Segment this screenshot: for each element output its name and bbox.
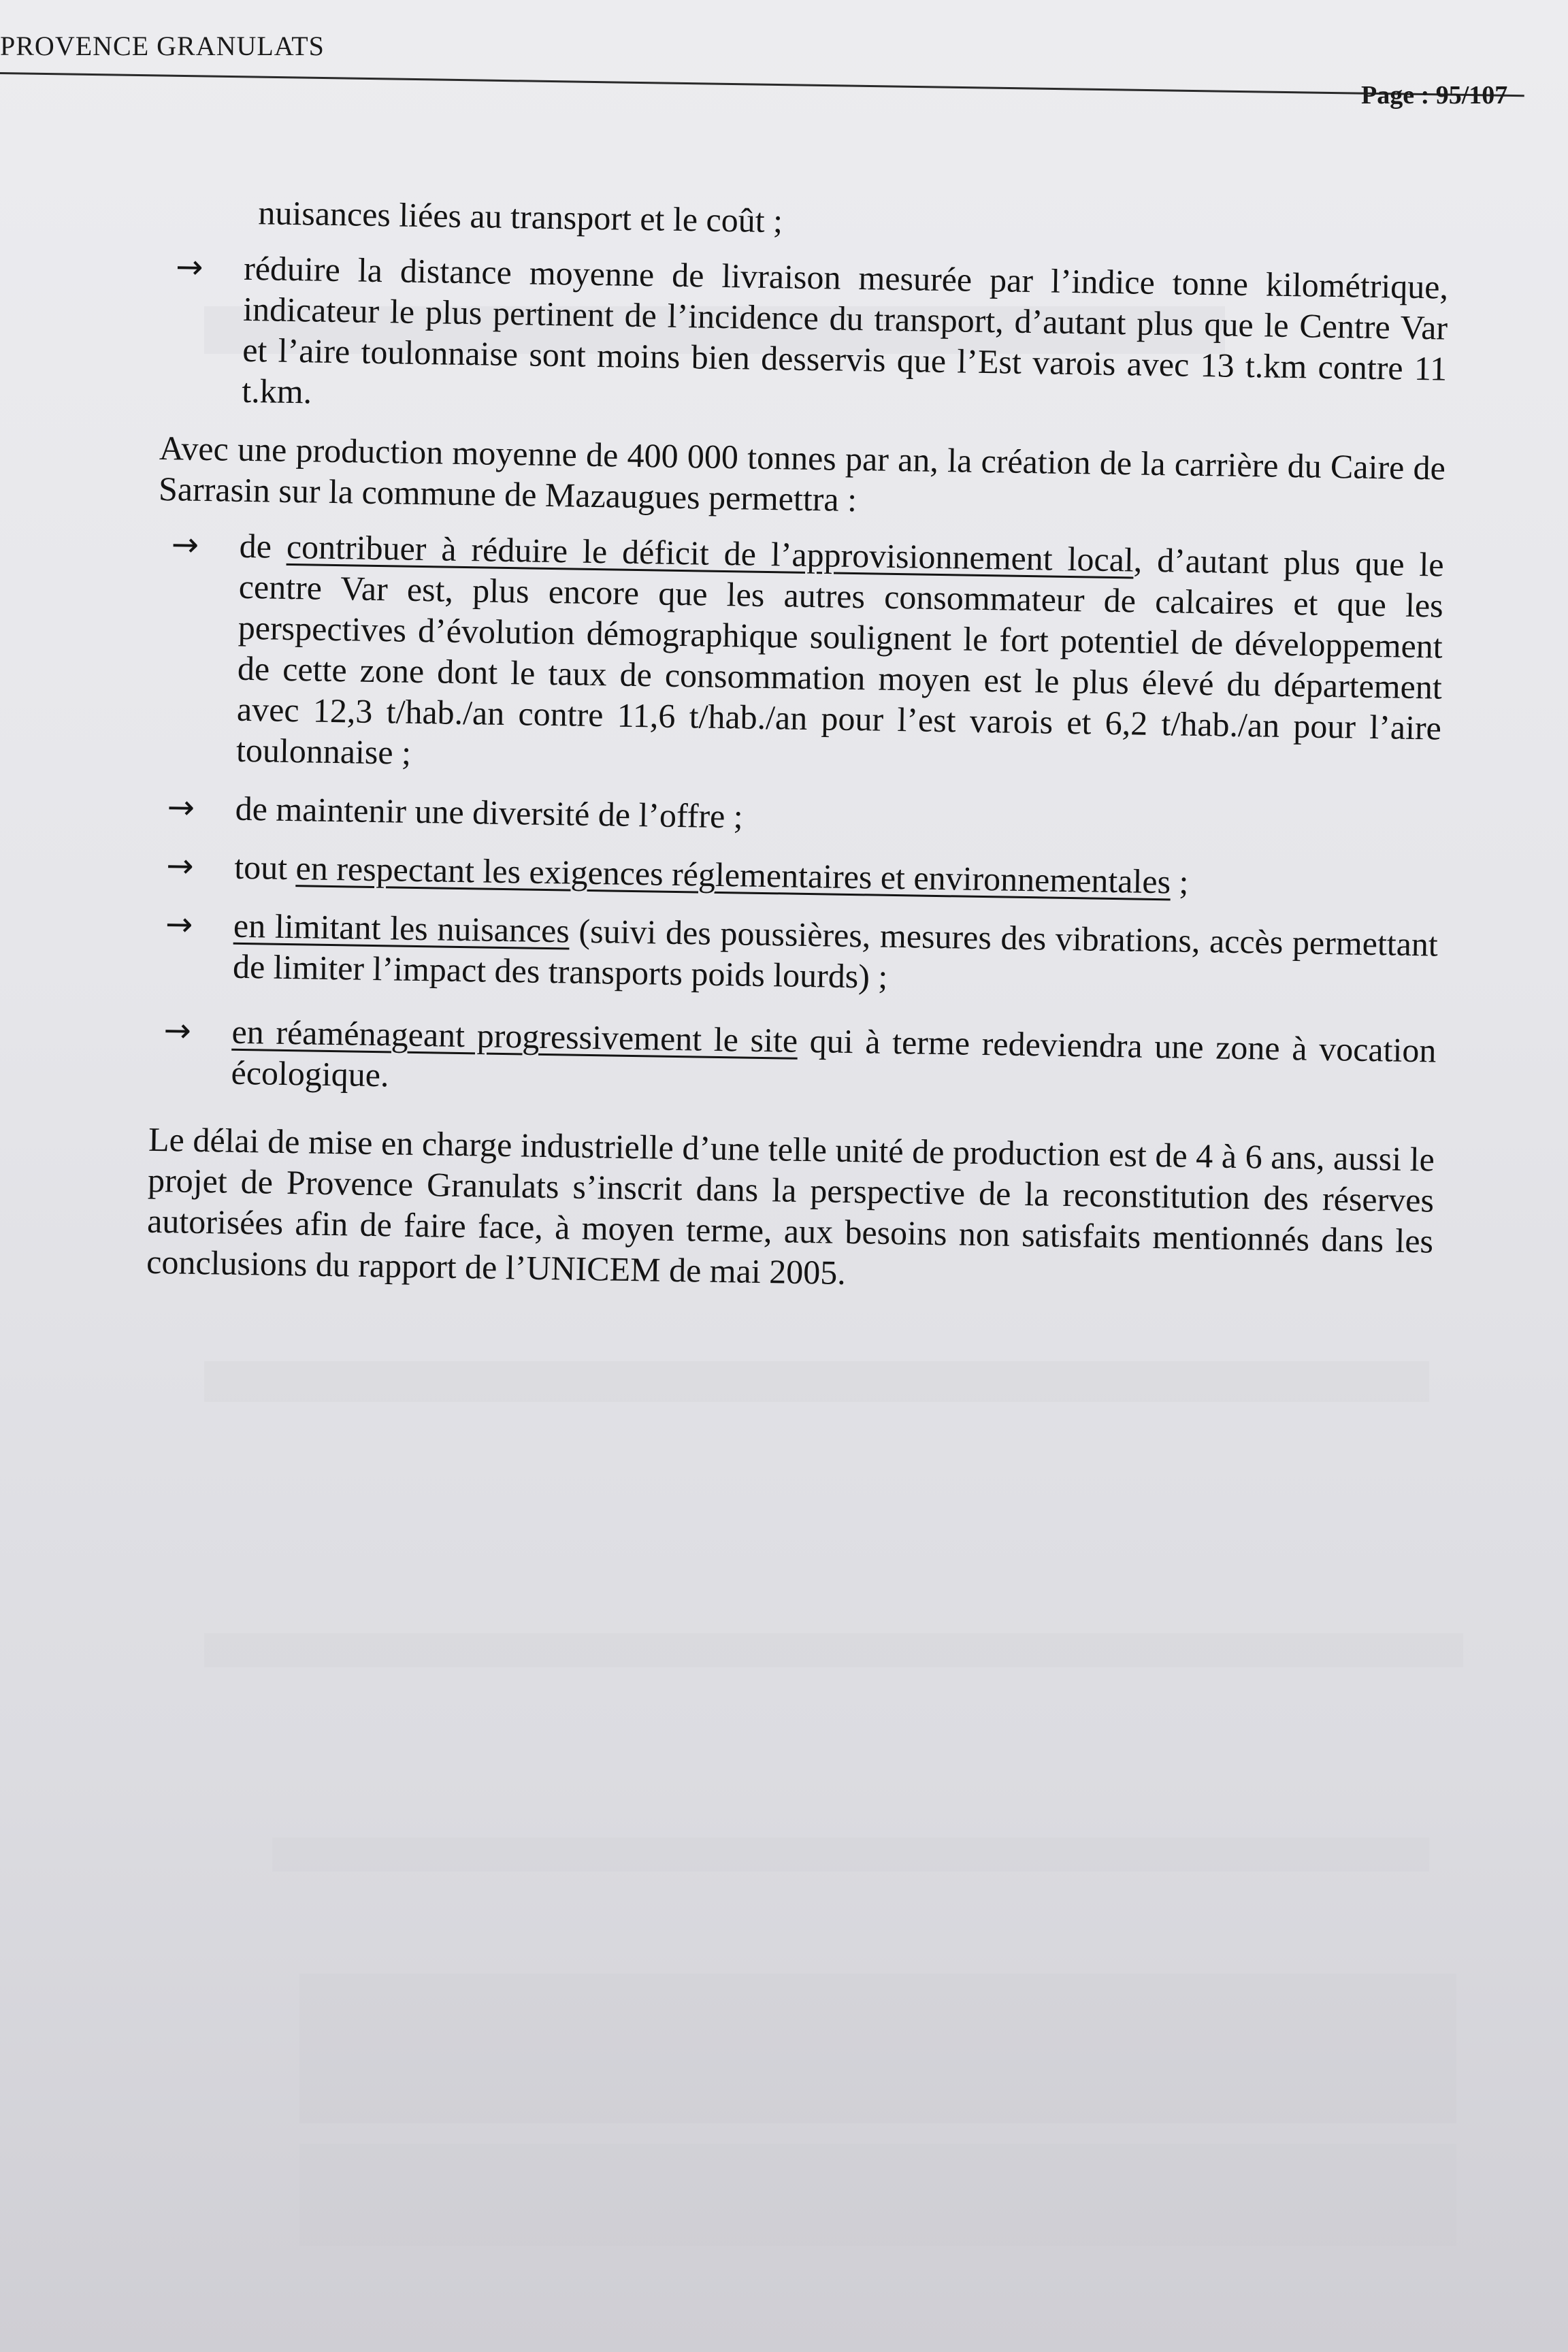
arrow-bullet-icon: → bbox=[163, 1011, 192, 1050]
list-item bbox=[160, 246, 1449, 430]
header-company: PROVENCE GRANULATS bbox=[0, 31, 325, 61]
list-item bbox=[149, 1010, 1437, 1112]
item-text: qui à terme redeviendra une zone à vocation écologique. bbox=[231, 1021, 1437, 1094]
item-text: ; bbox=[1170, 862, 1189, 901]
paragraph: Le délai de mise en charge industrielle d’une telle unité de production est de 4 à 6 ans, aussi le projet de Provence Granulats s’inscrit dans la perspective de la reconstitution des réserves autorisées afin de faire face, à moyen terme, aux besoins non satisfaits mentionnés dans les conclusions du rapport de l’UNICEM de mai 2005. bbox=[146, 1120, 1435, 1292]
arrow-bullet-icon: → bbox=[165, 905, 193, 944]
item-text: tout bbox=[233, 847, 297, 887]
item-text: de bbox=[239, 526, 287, 566]
bleed-through-bar bbox=[299, 2144, 1456, 2246]
item-text: de maintenir une diversité de l’offre ; bbox=[235, 789, 744, 836]
item-text: , d’autant plus que le centre Var est, plus encore que les autres consommateur de calcaires et que les perspectives d’évolution démographique soulignent le fort potentiel de développement de cette zone dont le taux de consommation moyen est le plus élevé du département avec 12,3 t/hab./an contre 11,6 t/hab./an pour l’est varois et 6,2 t/hab./an pour l’aire toulonnaise ; bbox=[235, 540, 1445, 772]
item-underlined-text: en respectant les exigences réglementaires et environnementales bbox=[295, 849, 1171, 901]
bleed-through-bar bbox=[204, 1633, 1463, 1667]
arrow-bullet-icon: → bbox=[165, 847, 195, 885]
header-page-number: Page : 95/107 bbox=[1361, 81, 1508, 110]
item-text: réduire la distance moyenne de livraison mesurée par l’indice tonne kilométrique, indicateur le plus pertinent de l’incidence du transport, d’autant plus que le Centre Var et l’aire toulonnaise sont moins bien desservis que l’Est varois avec 13 t.km contre 11 t.km. bbox=[241, 248, 1449, 411]
arrow-bullet-icon: → bbox=[171, 525, 199, 564]
item-underlined-text: en réaménageant progressivement le site bbox=[231, 1012, 798, 1060]
list-item bbox=[154, 524, 1444, 789]
bleed-through-bar bbox=[204, 1361, 1429, 1402]
paragraph: Avec une production moyenne de 400 000 tonnes par an, la création de la carrière du Caire de Sarrasin sur la commune de Mazaugues permettra : bbox=[158, 428, 1446, 519]
arrow-bullet-icon: → bbox=[167, 788, 195, 827]
list-item bbox=[151, 904, 1439, 1006]
item-underlined-text: contribuer à réduire le déficit de l’approvisionnement local bbox=[286, 527, 1134, 579]
item-underlined-text: en limitant les nuisances bbox=[233, 906, 570, 950]
item-text: (suivi des poussières, mesures des vibrations, accès permettant de limiter l’impact des transports poids lourds) ; bbox=[232, 911, 1439, 996]
header-rule bbox=[0, 72, 1524, 97]
continued-line: nuisances liées au transport et le coût ; bbox=[258, 193, 783, 240]
bleed-through-bar bbox=[272, 1838, 1429, 1872]
list-item bbox=[153, 787, 1440, 848]
list-item bbox=[152, 845, 1439, 906]
arrow-bullet-icon: → bbox=[175, 248, 203, 287]
body-text bbox=[146, 191, 1449, 1317]
bleed-through-bar bbox=[299, 1974, 1456, 2123]
